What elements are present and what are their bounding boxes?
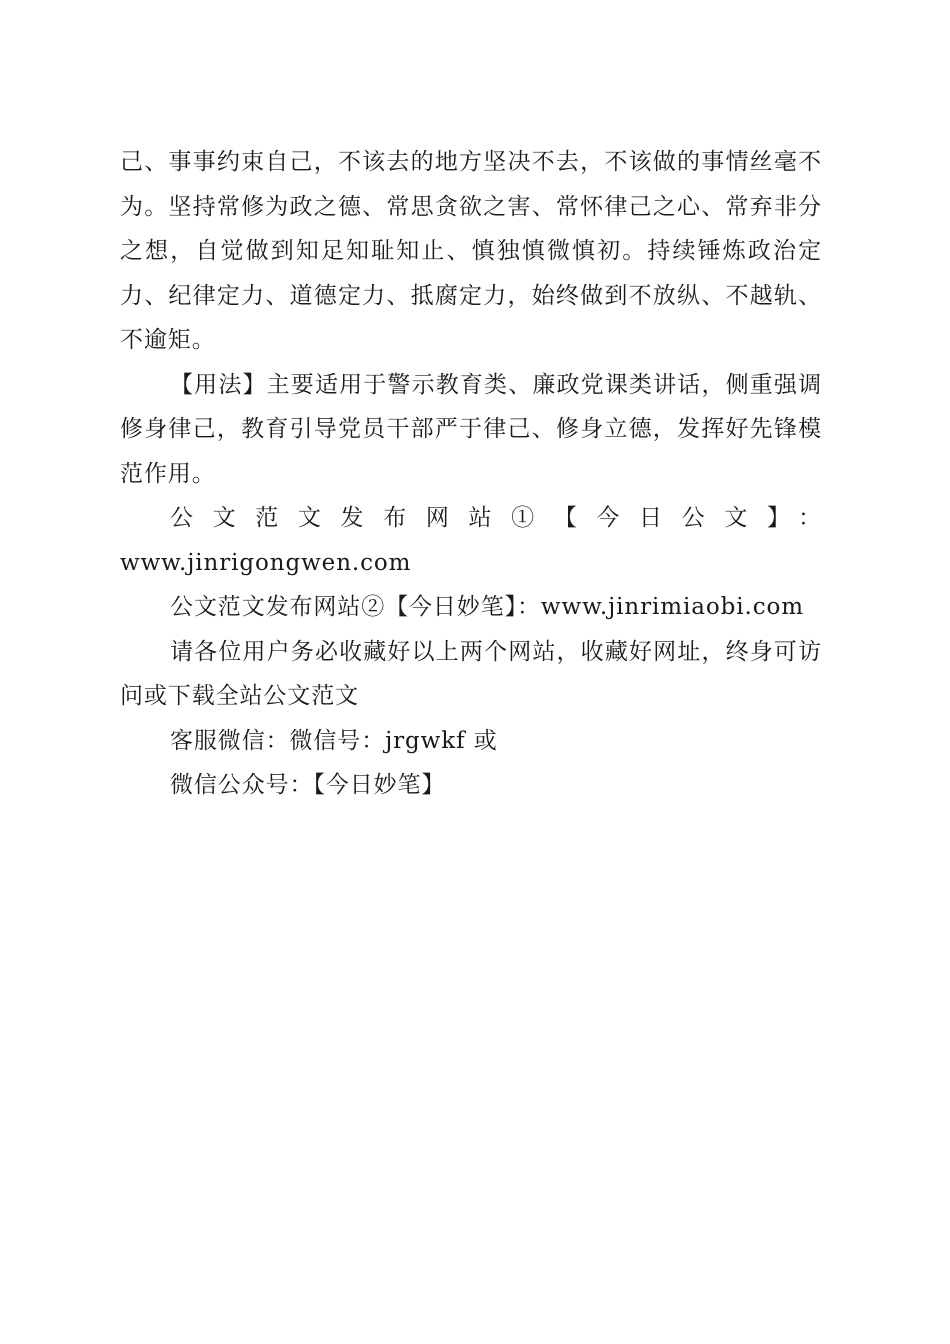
site-1-label: 公文范文发布网站①【今日公文】： (170, 505, 822, 531)
document-body (120, 140, 822, 808)
paragraph-usage: 【用法】主要适用于警示教育类、廉政党课类讲话，侧重强调修身律己，教育引导党员干部严于律己、修身立德，发挥好先锋模范作用。 (120, 371, 822, 487)
site-1-url: www.jinrigongwen.com (120, 549, 412, 576)
paragraph-discipline: 己、事事约束自己，不该去的地方坚决不去，不该做的事情丝毫不为。坚持常修为政之德、常思贪欲之害、常怀律己之心、常弃非分之想，自觉做到知足知耻知止、慎独慎微慎初。持续锤炼政治定力、纪律定力、道德定力、抵腐定力，始终做到不放纵、不越轨、不逾矩。 (120, 149, 822, 353)
site-2-line: 公文范文发布网站②【今日妙笔】：www.jinrimiaobi.com (170, 594, 804, 620)
paragraph-notice: 请各位用户务必收藏好以上两个网站，收藏好网址，终身可访问或下载全站公文范文 (120, 638, 822, 709)
official-account-line: 微信公众号：【今日妙笔】 (170, 772, 446, 798)
service-wechat-line: 客服微信：微信号：jrgwkf 或 (170, 727, 498, 754)
